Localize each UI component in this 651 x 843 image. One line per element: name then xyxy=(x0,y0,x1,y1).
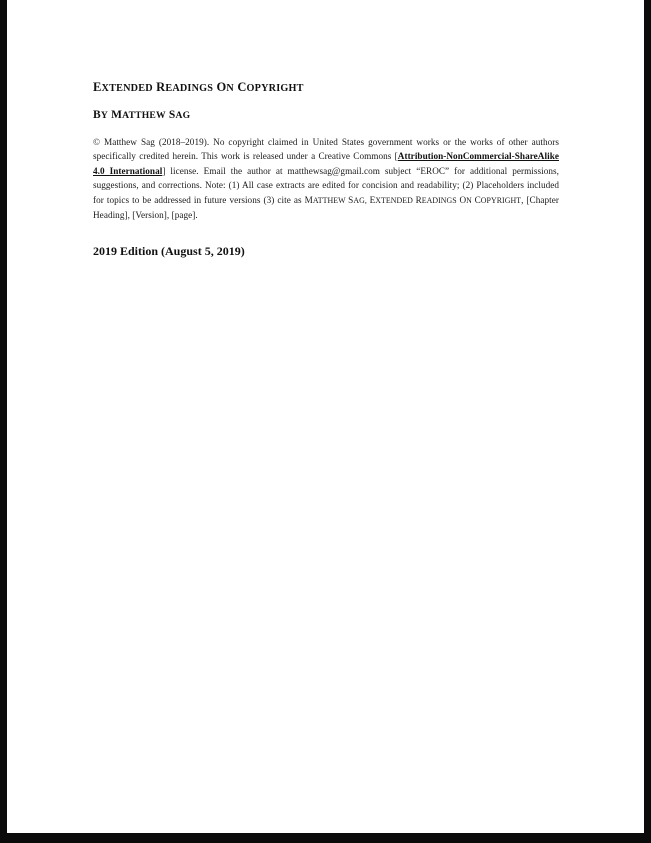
page-content xyxy=(93,80,559,259)
creative-commons-license-link[interactable]: Attribution-NonCommercial-ShareAlike 4.0 International xyxy=(93,151,559,176)
edition-line: 2019 Edition (August 5, 2019) xyxy=(93,244,245,259)
author-line xyxy=(93,109,559,121)
page-bottom-edge xyxy=(0,833,651,843)
copyright-text-part1: © Matthew Sag (2018–2019). No copyright claimed in United States government works or the works of other authors specifically credited herein. This work is released under a Creative Commons [ xyxy=(93,137,559,162)
copyright-text-part2: ] license. Email the author at matthewsag@gmail.com subject “EROC” for additional permissions, suggestions, and corrections. Note: (1) All case extracts are edited for concision and readability; (2) Placeholders included for topics to be addressed in future versions (3) cite as xyxy=(93,165,559,205)
page-title-text: EXTENDED READINGS ON COPYRIGHT xyxy=(93,80,304,94)
citation-small-caps: MATTHEW SAG, EXTENDED READINGS ON COPYRIGHT xyxy=(304,194,522,205)
document-page xyxy=(7,0,644,833)
author-line-text: BY MATTHEW SAG xyxy=(93,109,191,121)
copyright-text-part3: , [Chapter Heading], [Version], [page]. xyxy=(93,194,559,221)
page-left-edge xyxy=(0,0,7,843)
copyright-notice xyxy=(93,135,559,222)
page-title xyxy=(93,80,559,95)
page-right-edge xyxy=(644,0,651,843)
